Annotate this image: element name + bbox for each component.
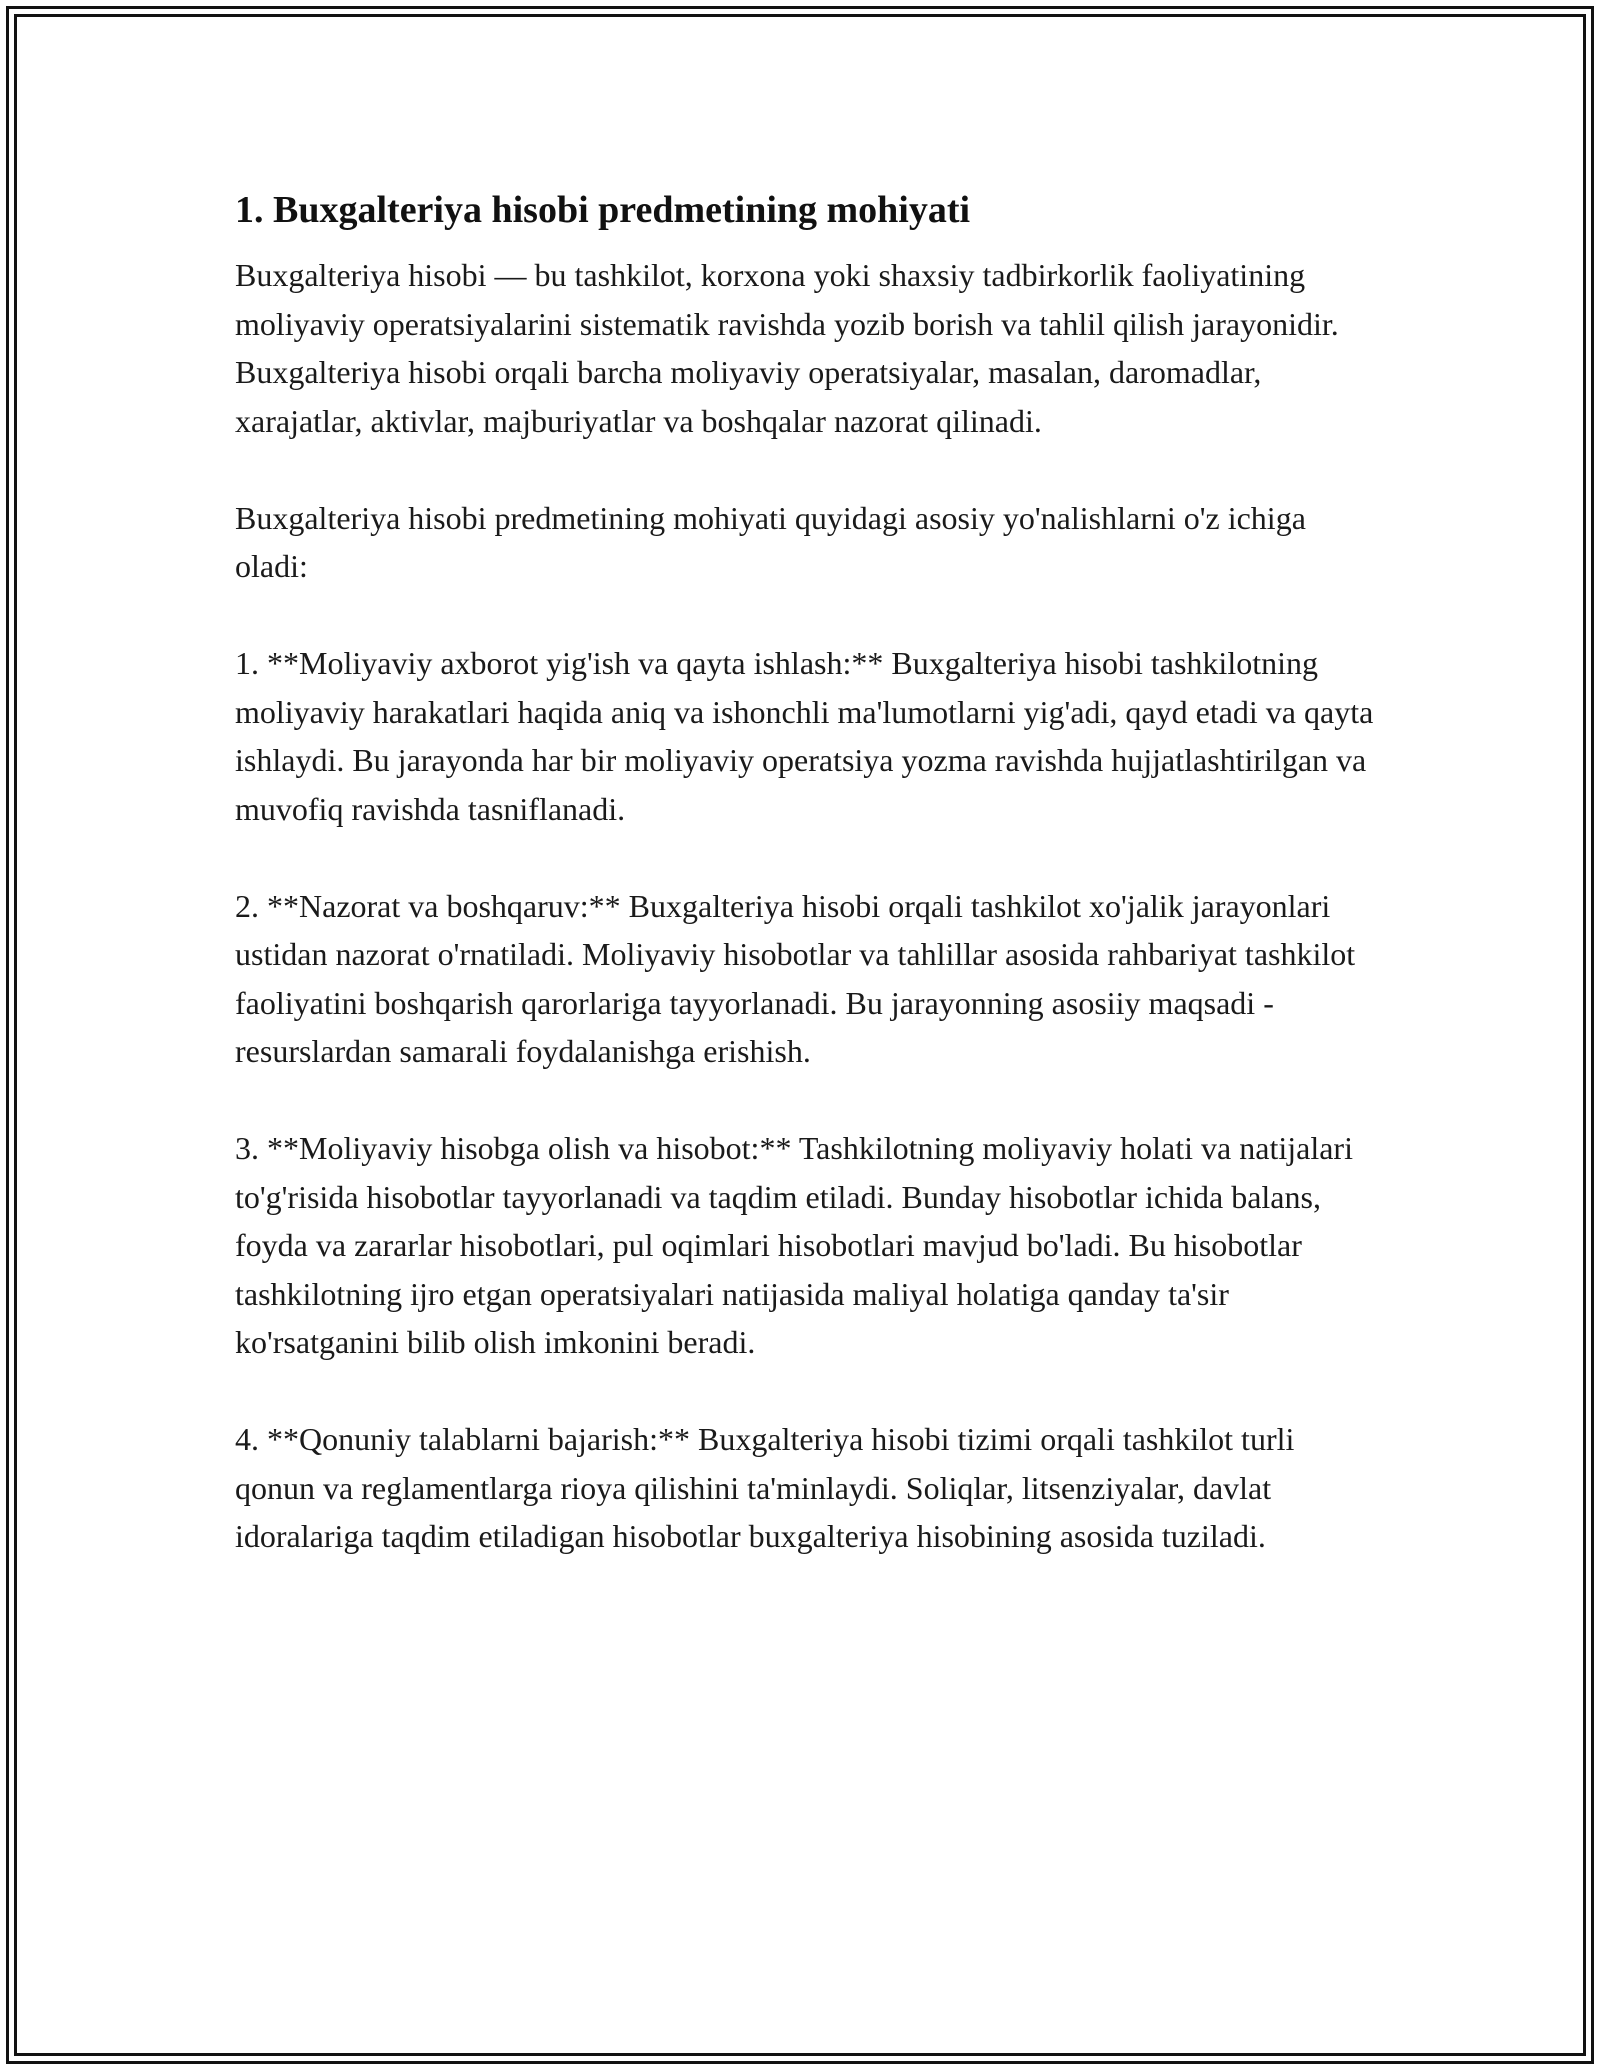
list-item-financial-reporting: 3. **Moliyaviy hisobga olish va hisobot:** Tashkilotning moliyaviy holati va natijalari to'g'risida hisobotlar tayyorlanadi va taqdim etiladi. Bunday hisobotlar ichida balans, foyda va zararlar hisobotlari, pul oqimlari hisobotlari mavjud bo'ladi. Bu hisobotlar tashkilotning ijro etgan operatsiyalari natijasida maliyal holatiga qanday ta'sir ko'rsatganini bilib olish imkonini beradi. — [235, 1130, 1353, 1360]
list-item-control-management: 2. **Nazorat va boshqaruv:** Buxgalteriya hisobi orqali tashkilot xo'jalik jarayonlari ustidan nazorat o'rnatiladi. Moliyaviy hisobotlar va tahlillar asosida rahbariyat tashkilot faoliyatini boshqarish qarorlariga tayyorlanadi. Bu jarayonning asosiiy maqsadi - resurslardan samarali foydalanishga erishish. — [235, 887, 1356, 1069]
list-item-legal-compliance: 4. **Qonuniy talablarni bajarish:** Buxgalteriya hisobi tizimi orqali tashkilot turli qonun va reglamentlarga rioya qilishini ta'minlaydi. Soliqlar, litsenziyalar, davlat idoralariga taqdim etiladigan hisobotlar buxgalteriya hisobining asosida tuziladi. — [235, 1421, 1295, 1554]
overview-paragraph: Buxgalteriya hisobi predmetining mohiyati quyidagi asosiy yo'nalishlarni o'z ichiga oladi: — [235, 499, 1306, 584]
list-item-financial-information: 1. **Moliyaviy axborot yig'ish va qayta ishlash:** Buxgalteriya hisobi tashkilotning moliyaviy harakatlari haqida aniq va ishonchli ma'lumotlarni yig'adi, qayd etadi va qayta ishlaydi. Bu jarayonda har bir moliyaviy operatsiya yozma ravishda hujjatlashtirilgan va muvofiq ravishda tasniflanadi. — [235, 645, 1374, 827]
document-body — [235, 185, 1375, 1609]
document-title: 1. Buxgalteriya hisobi predmetining mohiyati — [235, 189, 971, 231]
intro-paragraph: Buxgalteriya hisobi — bu tashkilot, korxona yoki shaxsiy tadbirkorlik faoliyatining moliyaviy operatsiyalarini sistematik ravishda yozib borish va tahlil qilish jarayonidir. Buxgalteriya hisobi orqali barcha moliyaviy operatsiyalar, masalan, daromadlar, xarajatlar, aktivlar, majburiyatlar va boshqalar nazorat qilinadi. — [235, 257, 1339, 439]
